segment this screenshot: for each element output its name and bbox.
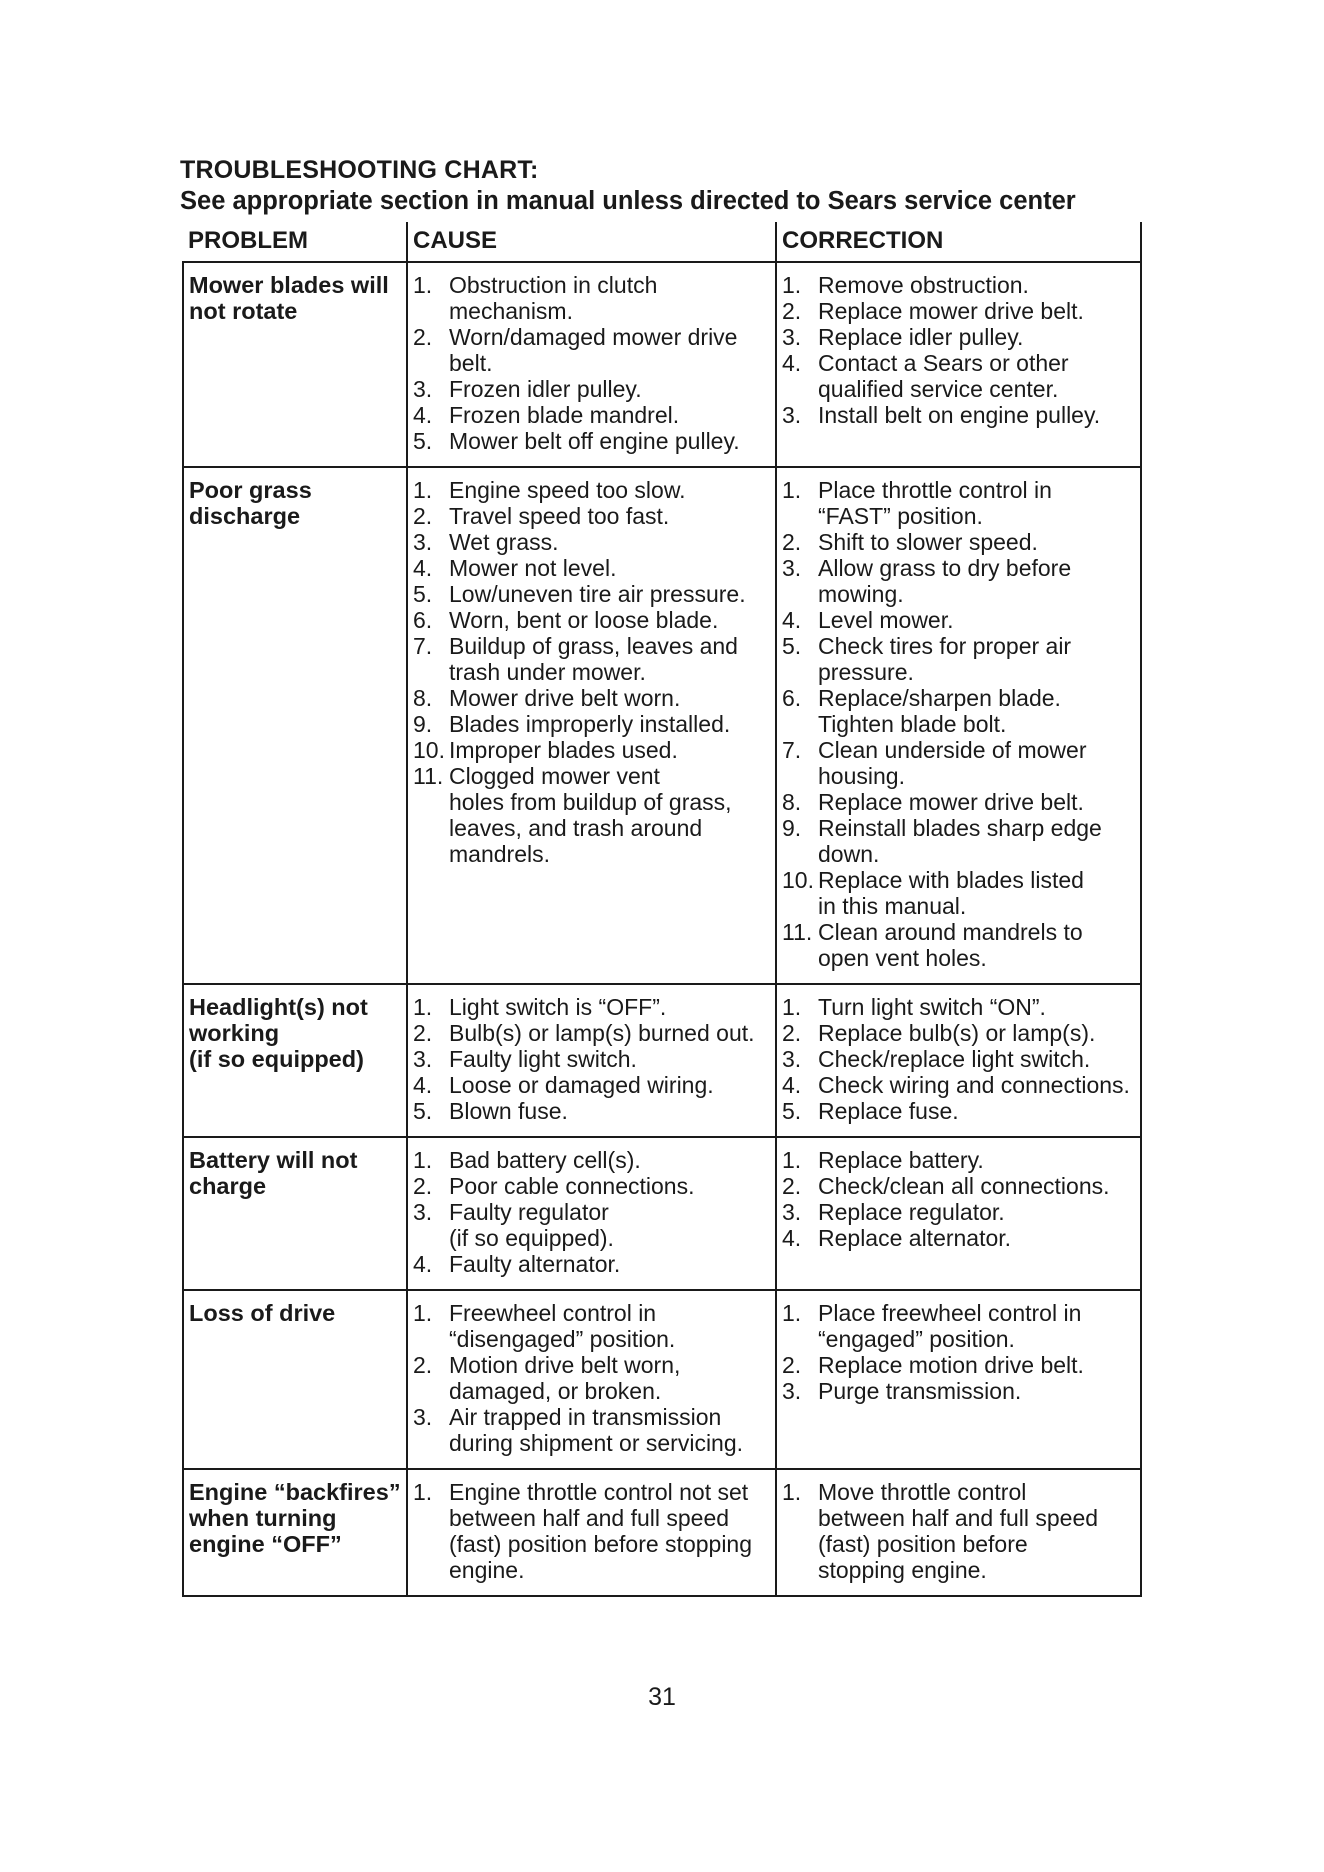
correction-item-number: 4.: [782, 350, 802, 376]
cause-item-number: 2.: [413, 1173, 433, 1199]
cause-item: [413, 994, 771, 1020]
cause-item-number: 4.: [413, 1251, 433, 1277]
correction-item-text: Turn light switch “ON”.: [818, 994, 1046, 1020]
correction-item-number: 6.: [782, 685, 802, 711]
cause-item: [413, 711, 771, 737]
correction-item-number: 1.: [782, 1479, 802, 1505]
cause-item-number: 5.: [413, 1098, 433, 1124]
correction-item: [782, 1352, 1136, 1378]
correction-item-number: 9.: [782, 815, 802, 841]
correction-item: [782, 298, 1136, 324]
correction-item: [782, 919, 1136, 971]
correction-item-text: Replace mower drive belt.: [818, 298, 1084, 324]
cause-item-text: Improper blades used.: [449, 737, 678, 763]
correction-item: [782, 607, 1136, 633]
cause-item-number: 2.: [413, 324, 433, 350]
table-row: [183, 1469, 1141, 1596]
correction-item-number: 5.: [782, 633, 802, 659]
cause-item-number: 11.: [413, 763, 444, 789]
correction-item: [782, 1046, 1136, 1072]
correction-item: [782, 555, 1136, 607]
correction-item-number: 11.: [782, 919, 813, 945]
correction-item-text: Clean around mandrels to open vent holes.: [818, 919, 1083, 971]
correction-item-number: 4.: [782, 1225, 802, 1251]
cause-item-text: Low/uneven tire air pressure.: [449, 581, 746, 607]
cause-item-number: 1.: [413, 477, 433, 503]
correction-item: [782, 350, 1136, 402]
cause-item-text: Loose or damaged wiring.: [449, 1072, 714, 1098]
correction-item: [782, 1300, 1136, 1352]
cause-item-text: Bad battery cell(s).: [449, 1147, 641, 1173]
correction-item: [782, 789, 1136, 815]
correction-item-number: 7.: [782, 737, 802, 763]
chart-subtitle: See appropriate section in manual unless directed to Sears service center: [180, 187, 1076, 215]
correction-item-number: 3.: [782, 1378, 802, 1404]
cause-item-number: 1.: [413, 272, 433, 298]
correction-item-text: Check tires for proper air pressure.: [818, 633, 1072, 685]
correction-item-text: Replace regulator.: [818, 1199, 1005, 1225]
cause-list: [413, 1300, 771, 1456]
chart-title: TROUBLESHOOTING CHART:: [180, 156, 539, 184]
correction-cell: [776, 1137, 1141, 1290]
cause-item-number: 6.: [413, 607, 433, 633]
cause-cell: [407, 984, 776, 1137]
cause-item-number: 9.: [413, 711, 433, 737]
cause-item: [413, 1251, 771, 1277]
cause-item: [413, 1352, 771, 1404]
correction-item: [782, 477, 1136, 529]
correction-item-text: Purge transmission.: [818, 1378, 1022, 1404]
table-row: [183, 262, 1141, 467]
correction-list: [782, 272, 1136, 428]
cause-item-number: 3.: [413, 1199, 433, 1225]
cause-item: [413, 428, 771, 454]
correction-item-number: 3.: [782, 555, 802, 581]
problem-cell: Engine “backfires” when turning engine “OFF”: [183, 1469, 407, 1596]
cause-list: [413, 272, 771, 454]
correction-item-number: 5.: [782, 1098, 802, 1124]
correction-item-number: 4.: [782, 1072, 802, 1098]
correction-item: [782, 633, 1136, 685]
correction-item-text: Reinstall blades sharp edge down.: [818, 815, 1102, 867]
cause-item-number: 1.: [413, 1147, 433, 1173]
correction-item-text: Allow grass to dry before mowing.: [818, 555, 1072, 607]
correction-item-number: 1.: [782, 994, 802, 1020]
cause-item-text: Wet grass.: [449, 529, 559, 555]
correction-item: [782, 737, 1136, 789]
correction-list: [782, 477, 1136, 971]
cause-item: [413, 402, 771, 428]
correction-item-number: 3.: [782, 402, 802, 428]
cause-item: [413, 1072, 771, 1098]
correction-item-text: Move throttle control between half and full speed (fast) position before stopping engine.: [818, 1479, 1099, 1583]
correction-item-text: Replace bulb(s) or lamp(s).: [818, 1020, 1096, 1046]
cause-item-number: 2.: [413, 503, 433, 529]
page-number: 31: [648, 1683, 676, 1711]
problem-cell: Loss of drive: [183, 1290, 407, 1469]
cause-item-number: 3.: [413, 376, 433, 402]
cause-item-number: 3.: [413, 1046, 433, 1072]
cause-item-number: 2.: [413, 1020, 433, 1046]
correction-cell: [776, 1469, 1141, 1596]
correction-item-text: Replace/sharpen blade. Tighten blade bolt.: [818, 685, 1061, 737]
cause-item-text: Worn/damaged mower drive belt.: [449, 324, 738, 376]
cause-item: [413, 763, 771, 867]
correction-item-text: Replace with blades listed in this manual.: [818, 867, 1084, 919]
cause-item: [413, 272, 771, 324]
correction-item: [782, 272, 1136, 298]
correction-item-text: Place freewheel control in “engaged” position.: [818, 1300, 1082, 1352]
correction-item: [782, 994, 1136, 1020]
correction-item-text: Clean underside of mower housing.: [818, 737, 1087, 789]
correction-item-number: 3.: [782, 1046, 802, 1072]
correction-item: [782, 1020, 1136, 1046]
cause-item-text: Mower belt off engine pulley.: [449, 428, 740, 454]
correction-item-number: 1.: [782, 1300, 802, 1326]
cause-item: [413, 685, 771, 711]
correction-item-text: Place throttle control in “FAST” position.: [818, 477, 1052, 529]
correction-item-text: Replace idler pulley.: [818, 324, 1024, 350]
cause-item-number: 7.: [413, 633, 433, 659]
cause-list: [413, 1479, 771, 1583]
cause-item-text: Travel speed too fast.: [449, 503, 670, 529]
cause-item-text: Engine speed too slow.: [449, 477, 686, 503]
correction-item-number: 1.: [782, 1147, 802, 1173]
correction-item-number: 2.: [782, 1352, 802, 1378]
correction-item-text: Shift to slower speed.: [818, 529, 1038, 555]
correction-item: [782, 1479, 1136, 1583]
cause-item: [413, 1199, 771, 1251]
cause-item-number: 4.: [413, 555, 433, 581]
correction-list: [782, 1147, 1136, 1251]
cause-item-number: 8.: [413, 685, 433, 711]
correction-item: [782, 402, 1136, 428]
cause-item-number: 1.: [413, 1479, 433, 1505]
correction-item-text: Replace fuse.: [818, 1098, 959, 1124]
correction-item-text: Remove obstruction.: [818, 272, 1029, 298]
correction-item-text: Contact a Sears or other qualified service center.: [818, 350, 1069, 402]
cause-item-text: Clogged mower vent holes from buildup of grass, leaves, and trash around mandrels.: [449, 763, 732, 867]
cause-item: [413, 633, 771, 685]
correction-item-text: Level mower.: [818, 607, 954, 633]
correction-item-text: Replace motion drive belt.: [818, 1352, 1084, 1378]
cause-item: [413, 1479, 771, 1583]
cause-item-number: 5.: [413, 428, 433, 454]
cause-item-number: 4.: [413, 402, 433, 428]
table-body: [183, 262, 1141, 1596]
cause-list: [413, 477, 771, 867]
correction-list: [782, 1300, 1136, 1404]
cause-item-text: Air trapped in transmission during shipment or servicing.: [449, 1404, 744, 1456]
cause-item-number: 5.: [413, 581, 433, 607]
correction-item: [782, 529, 1136, 555]
cause-item-text: Blades improperly installed.: [449, 711, 731, 737]
cause-item-text: Worn, bent or loose blade.: [449, 607, 719, 633]
cause-item-text: Frozen blade mandrel.: [449, 402, 680, 428]
correction-cell: [776, 467, 1141, 984]
cause-item-number: 1.: [413, 1300, 433, 1326]
table-row: [183, 467, 1141, 984]
troubleshooting-table: [182, 222, 1142, 1597]
correction-item-number: 3.: [782, 1199, 802, 1225]
cause-item-number: 3.: [413, 1404, 433, 1430]
cause-item-number: 2.: [413, 1352, 433, 1378]
problem-cell: Headlight(s) not working (if so equipped): [183, 984, 407, 1137]
cause-item-number: 1.: [413, 994, 433, 1020]
correction-item-number: 2.: [782, 1020, 802, 1046]
cause-item: [413, 1098, 771, 1124]
cause-item-text: Mower not level.: [449, 555, 617, 581]
column-header-problem: PROBLEM: [183, 222, 407, 262]
cause-cell: [407, 262, 776, 467]
cause-item-number: 3.: [413, 529, 433, 555]
correction-item: [782, 1173, 1136, 1199]
cause-item: [413, 555, 771, 581]
cause-item: [413, 581, 771, 607]
cause-list: [413, 1147, 771, 1277]
correction-item-number: 10.: [782, 867, 814, 893]
cause-item-text: Poor cable connections.: [449, 1173, 695, 1199]
cause-item-text: Obstruction in clutch mechanism.: [449, 272, 658, 324]
cause-cell: [407, 1290, 776, 1469]
table-row: [183, 984, 1141, 1137]
problem-cell: Battery will not charge: [183, 1137, 407, 1290]
cause-item-text: Motion drive belt worn, damaged, or broken.: [449, 1352, 681, 1404]
cause-cell: [407, 467, 776, 984]
cause-item: [413, 376, 771, 402]
cause-item-text: Engine throttle control not set between half and full speed (fast) position before stopping engine.: [449, 1479, 753, 1583]
correction-item-text: Check/clean all connections.: [818, 1173, 1110, 1199]
problem-cell: Poor grass discharge: [183, 467, 407, 984]
cause-item-text: Light switch is “OFF”.: [449, 994, 667, 1020]
correction-item: [782, 1378, 1136, 1404]
cause-item-text: Bulb(s) or lamp(s) burned out.: [449, 1020, 755, 1046]
correction-cell: [776, 984, 1141, 1137]
column-header-correction: CORRECTION: [776, 222, 1141, 262]
cause-item-text: Faulty regulator (if so equipped).: [449, 1199, 614, 1251]
cause-item-text: Freewheel control in “disengaged” position.: [449, 1300, 676, 1352]
cause-item: [413, 529, 771, 555]
cause-cell: [407, 1469, 776, 1596]
cause-item: [413, 1173, 771, 1199]
cause-item: [413, 1046, 771, 1072]
correction-item: [782, 1072, 1136, 1098]
correction-item: [782, 867, 1136, 919]
cause-item-number: 10.: [413, 737, 445, 763]
correction-item-number: 1.: [782, 272, 802, 298]
correction-item-text: Replace battery.: [818, 1147, 984, 1173]
correction-item-number: 2.: [782, 1173, 802, 1199]
problem-cell: Mower blades will not rotate: [183, 262, 407, 467]
correction-item: [782, 324, 1136, 350]
correction-list: [782, 994, 1136, 1124]
correction-item: [782, 815, 1136, 867]
correction-item-number: 4.: [782, 607, 802, 633]
correction-item-number: 1.: [782, 477, 802, 503]
cause-item: [413, 477, 771, 503]
correction-item: [782, 1147, 1136, 1173]
cause-item-text: Buildup of grass, leaves and trash under mower.: [449, 633, 738, 685]
correction-item-number: 8.: [782, 789, 802, 815]
correction-item-text: Replace mower drive belt.: [818, 789, 1084, 815]
cause-item-text: Frozen idler pulley.: [449, 376, 642, 402]
cause-item-text: Faulty light switch.: [449, 1046, 637, 1072]
cause-item: [413, 1020, 771, 1046]
correction-item-number: 2.: [782, 529, 802, 555]
correction-item: [782, 1098, 1136, 1124]
cause-item: [413, 503, 771, 529]
correction-item: [782, 1225, 1136, 1251]
correction-item-text: Replace alternator.: [818, 1225, 1012, 1251]
correction-item-text: Check wiring and connections.: [818, 1072, 1130, 1098]
table-row: [183, 1137, 1141, 1290]
cause-item: [413, 607, 771, 633]
correction-cell: [776, 262, 1141, 467]
table-row: [183, 1290, 1141, 1469]
table-header-row: [183, 222, 1141, 262]
column-header-cause: CAUSE: [407, 222, 776, 262]
correction-cell: [776, 1290, 1141, 1469]
cause-list: [413, 994, 771, 1124]
cause-item: [413, 1147, 771, 1173]
cause-item-text: Mower drive belt worn.: [449, 685, 681, 711]
cause-item: [413, 1404, 771, 1456]
cause-item: [413, 737, 771, 763]
cause-item: [413, 1300, 771, 1352]
correction-item: [782, 685, 1136, 737]
correction-item-text: Check/replace light switch.: [818, 1046, 1091, 1072]
correction-item-number: 2.: [782, 298, 802, 324]
correction-item-text: Install belt on engine pulley.: [818, 402, 1101, 428]
cause-item: [413, 324, 771, 376]
cause-item-number: 4.: [413, 1072, 433, 1098]
correction-item: [782, 1199, 1136, 1225]
correction-list: [782, 1479, 1136, 1583]
cause-item-text: Faulty alternator.: [449, 1251, 621, 1277]
correction-item-number: 3.: [782, 324, 802, 350]
cause-item-text: Blown fuse.: [449, 1098, 568, 1124]
cause-cell: [407, 1137, 776, 1290]
